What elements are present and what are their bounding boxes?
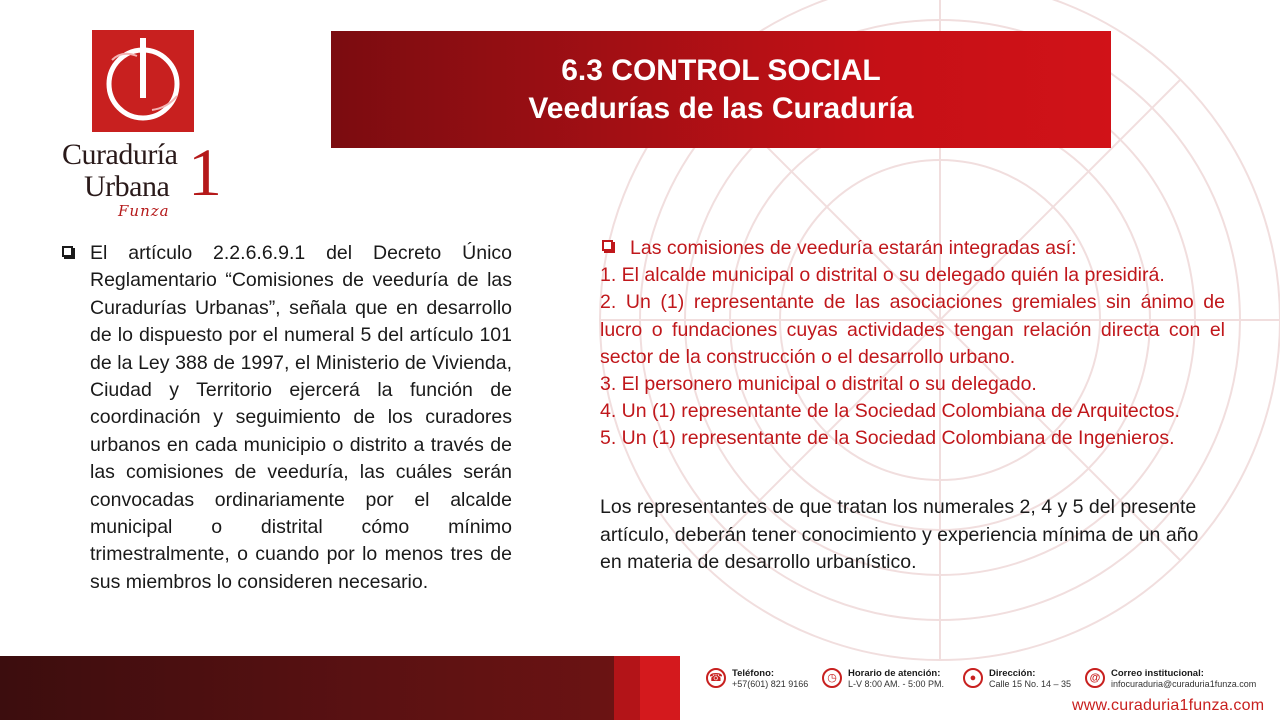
address-label: Dirección: bbox=[989, 668, 1036, 679]
contact-phone bbox=[706, 668, 808, 690]
logo-number: 1 bbox=[188, 134, 222, 210]
checkbox-bullet-icon bbox=[62, 246, 73, 257]
representatives-note: Los representantes de que tratan los numerales 2, 4 y 5 del presente artículo, deberán tener conocimiento y experiencia mínima de un año en materia de desarrollo urbanístico. bbox=[600, 496, 1199, 574]
logo-text-curaduria: Curaduría bbox=[62, 138, 178, 171]
logo-mark bbox=[92, 30, 194, 132]
title-line-1: 6.3 CONTROL SOCIAL bbox=[561, 53, 881, 87]
website-link[interactable]: www.curaduria1funza.com bbox=[1072, 697, 1265, 714]
email-label: Correo institucional: bbox=[1111, 668, 1204, 679]
list-item: 2. Un (1) representante de las asociaciones gremiales sin ánimo de lucro o fundaciones cuyas actividades tengan relación directa con el sector de la construcción o el desarrollo urbano. bbox=[600, 291, 1225, 368]
list-item: 4. Un (1) representante de la Sociedad Colombiana de Arquitectos. bbox=[600, 400, 1180, 423]
email-link[interactable]: infocuraduria@curaduria1funza.com bbox=[1111, 679, 1257, 689]
address-value: Calle 15 No. 14 – 35 bbox=[989, 679, 1072, 689]
right-list-block bbox=[600, 235, 1225, 453]
logo-script-funza: Funza bbox=[118, 202, 170, 220]
list-item: 1. El alcalde municipal o distrital o su delegado quién la presidirá. bbox=[600, 264, 1165, 287]
checkbox-bullet-icon bbox=[602, 240, 613, 251]
hours-value: L-V 8:00 AM. - 5:00 PM. bbox=[848, 679, 945, 689]
list-item: 5. Un (1) representante de la Sociedad Colombiana de Ingenieros. bbox=[600, 427, 1175, 450]
footer-dark-band bbox=[0, 656, 614, 720]
left-paragraph: El artículo 2.2.6.6.9.1 del Decreto Único Reglamentario “Comisiones de veeduría de las Curadurías Urbanas”, señala que en desarrollo de lo dispuesto por el numeral 5 del artículo 101 de la Ley 388 de 1997, el Ministerio de Vivienda, Ciudad y Territorio ejercerá la función de coordinación y seguimiento de los curadores urbanos en cada municipio o distrito a través de las comisiones de veeduría, las cuáles serán convocadas ordinariamente por el alcalde municipal o distrital cómo mínimo trimestralmente, o cuando por lo menos tres de sus miembros lo consideren necesario. bbox=[90, 242, 512, 593]
list-item: 3. El personero municipal o distrital o su delegado. bbox=[600, 373, 1037, 396]
title-banner bbox=[331, 31, 1111, 148]
footer-red-band bbox=[614, 656, 640, 720]
clock-icon: ◷ bbox=[822, 668, 842, 688]
contact-address bbox=[963, 668, 1071, 690]
left-paragraph-block bbox=[62, 240, 512, 596]
curaduria-logo bbox=[60, 30, 230, 225]
hours-label: Horario de atención: bbox=[848, 668, 941, 679]
footer-bright-red-band bbox=[640, 656, 680, 720]
location-pin-icon: ● bbox=[963, 668, 983, 688]
title-line-2: Veedurías de las Curaduría bbox=[528, 91, 914, 125]
phone-value: +57(601) 821 9166 bbox=[732, 679, 809, 689]
logo-text-urbana: Urbana bbox=[84, 170, 170, 203]
at-sign-icon: @ bbox=[1085, 668, 1105, 688]
list-heading: Las comisiones de veeduría estarán integradas así: bbox=[630, 237, 1077, 259]
phone-icon: ☎ bbox=[706, 668, 726, 688]
contact-hours bbox=[822, 668, 944, 690]
phone-label: Teléfono: bbox=[732, 668, 775, 679]
contact-email bbox=[1085, 668, 1256, 690]
